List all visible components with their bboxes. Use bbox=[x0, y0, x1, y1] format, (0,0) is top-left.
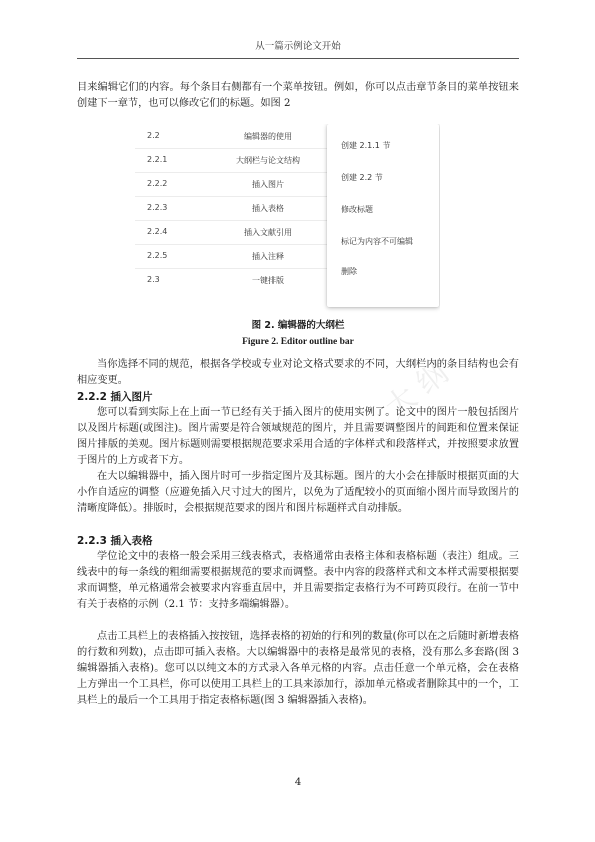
outline-row-number: 2.2.1 bbox=[147, 155, 168, 164]
paragraph: 当你选择不同的规范，根据各学校或专业对论文格式要求的不同，大纲栏内的条目结构也会有相应变更。 bbox=[77, 359, 519, 386]
paragraph: 在大以编辑器中，插入图片时可一步指定图片及其标题。图片的大小会在排版时根据页面的大小作自适应的调整（应避免插入尺寸过大的图片，以免为了适配较小的页面缩小图片而导致图片的清晰度降低）。排版时，会根据规范要求的图片和图片标题样式自动排版。 bbox=[77, 471, 519, 514]
header-rule bbox=[77, 58, 519, 59]
outline-row-number: 2.3 bbox=[147, 275, 160, 284]
outline-row-title: 插入图片 bbox=[252, 180, 284, 189]
figure-caption-zh: 图 2. 编辑器的大纲栏 bbox=[251, 320, 345, 331]
outline-row-title: 大纲栏与论文结构 bbox=[236, 156, 300, 165]
outline-row-title: 插入文献引用 bbox=[244, 228, 292, 237]
paragraph: 点击工具栏上的表格插入按按钮，选择表格的初始的行和列的数量(你可以在之后随时新增表格的行数和列数)，点击即可插入表格。大以编辑器中的表格是最常见的表格，没有那么多套路(图 3 编辑器插入表格)。您可以以纯文本的方式录入各单元格的内容。点击任意一个单元格，会在表格上方弹出一个工具栏，你可以使用工具栏上的工具来添加行，添加单元格或者删除其中的一个，工具栏上的最后一个工具用于指定表格标题(图 3 编辑器插入表格)。 bbox=[77, 631, 519, 706]
outline-row-number: 2.2.2 bbox=[147, 179, 168, 188]
outline-figure bbox=[135, 124, 440, 317]
menu-item-create-2-2[interactable]: 创建 2.2 节 bbox=[341, 173, 383, 182]
outline-row-title: 一键排版 bbox=[252, 276, 284, 285]
running-header: 从一篇示例论文开始 bbox=[255, 41, 341, 52]
figure-caption-en: Figure 2. Editor outline bar bbox=[242, 337, 354, 347]
outline-row[interactable] bbox=[135, 244, 355, 269]
outline-row-title: 插入注释 bbox=[252, 252, 284, 261]
outline-row[interactable] bbox=[135, 148, 355, 173]
outline-row-number: 2.2 bbox=[147, 131, 160, 140]
context-menu bbox=[327, 124, 439, 307]
section-heading-2-2-3: 2.2.3 插入表格 bbox=[77, 535, 153, 547]
outline-row-number: 2.2.5 bbox=[147, 251, 168, 260]
menu-item-delete[interactable]: 删除 bbox=[341, 267, 357, 276]
outline-row-title: 插入表格 bbox=[252, 204, 284, 213]
menu-item-rename[interactable]: 修改标题 bbox=[341, 205, 373, 214]
menu-item-lock-content[interactable]: 标记为内容不可编辑 bbox=[341, 237, 413, 246]
outline-row[interactable] bbox=[135, 220, 355, 245]
outline-row-title: 编辑器的使用 bbox=[244, 132, 292, 141]
outline-row[interactable] bbox=[135, 196, 355, 221]
section-heading-2-2-2: 2.2.2 插入图片 bbox=[77, 391, 153, 403]
paragraph: 学位论文中的表格一般会采用三线表格式，表格通常由表格主体和表格标题（表注）组成。三线表中的每一条线的粗细需要根据规范的要求而调整。表中内容的段落样式和文本样式需要根据要求而调整，单元格通常会被要求内容垂直居中，并且需要指定表格行为不可跨页段行。在前一节中有关于表格的示例（2.1 节：支持多端编辑器）。 bbox=[77, 551, 519, 610]
outline-row[interactable] bbox=[135, 268, 355, 292]
menu-item-create-2-1-1[interactable]: 创建 2.1.1 节 bbox=[341, 141, 391, 150]
paragraph-continued: 目来编辑它们的内容。每个条目右侧都有一个菜单按钮。例如，你可以点击章节条目的菜单按钮来创建下一章节，也可以修改它们的标题。如图 2 bbox=[77, 82, 519, 109]
outline-row-number: 2.2.3 bbox=[147, 203, 168, 212]
outline-row-number: 2.2.4 bbox=[147, 227, 168, 236]
page-number: 4 bbox=[294, 777, 302, 788]
paragraph: 您可以看到实际上在上面一节已经有关于插入图片的使用实例了。论文中的图片一般包括图片以及图片标题(或图注)。图片需要是符合领域规范的图片，并且需要调整图片的间距和位置来保证图片排版的美观。图片标题则需要根据规范要求采用合适的字体样式和段落样式，并按照要求放置于图片的上方或者下方。 bbox=[77, 407, 519, 466]
watermark: 大 纲 bbox=[378, 355, 456, 426]
outline-row[interactable] bbox=[135, 124, 355, 149]
outline-row[interactable] bbox=[135, 172, 355, 197]
